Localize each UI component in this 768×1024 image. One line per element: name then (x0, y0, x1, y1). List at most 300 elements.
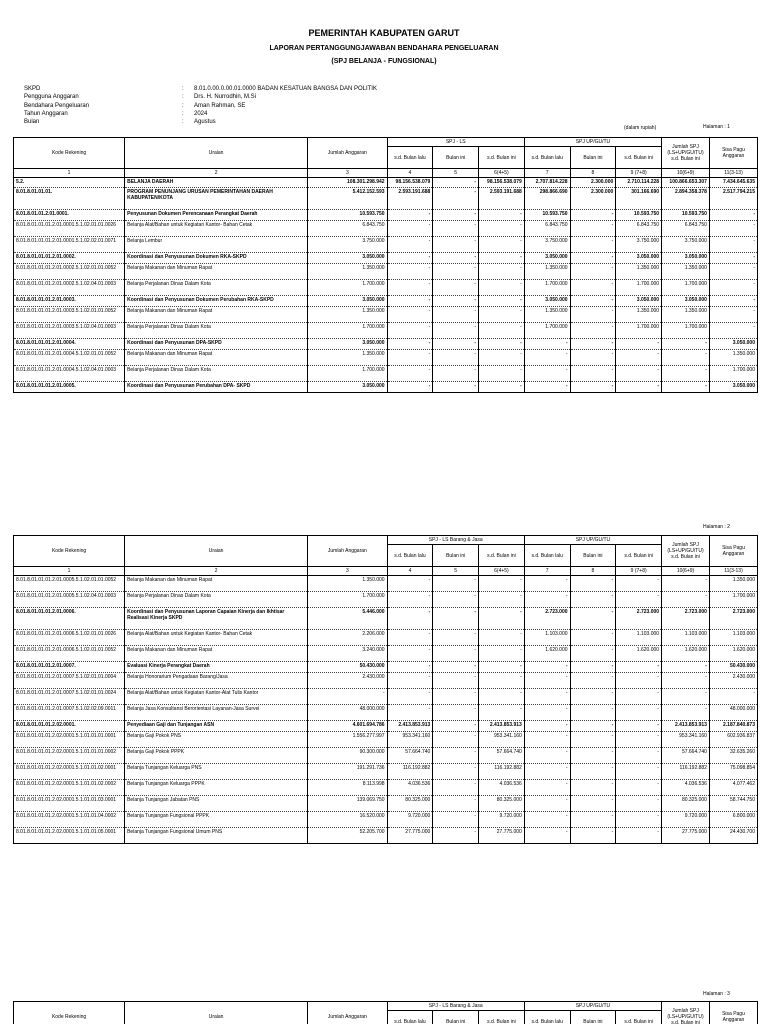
table-row (14, 608, 758, 630)
cell-amount: 98.156.538.079 (387, 178, 433, 188)
cell-uraian: Belanja Gaji Pokok PPPK (125, 748, 308, 764)
cell-amount: - (709, 280, 757, 296)
cell-amount: - (709, 253, 757, 264)
cell-amount: - (433, 705, 479, 721)
cell-amount: 2.723.000 (662, 608, 710, 630)
cell-amount: - (387, 237, 433, 253)
column-number: 2 (125, 169, 308, 178)
table-row (14, 296, 758, 307)
cell-kode: 8.01.8.01.01.01.2.01.0004.5.1.02.01.01.0052 (14, 350, 125, 366)
cell-amount: 4.077.462 (709, 780, 757, 796)
cell-amount: - (433, 673, 479, 689)
meta-tahun (24, 111, 377, 119)
cell-uraian: BELANJA DAERAH (125, 178, 308, 188)
cell-amount: - (524, 732, 570, 748)
cell-amount: 1.700.000 (308, 280, 388, 296)
meta-colon: : (182, 94, 184, 101)
column-number: 9 (7+8) (616, 567, 662, 576)
report-subtitle: LAPORAN PERTANGGUNGJAWABAN BENDAHARA PENGELUARAN (269, 45, 499, 52)
cell-amount: 116.192.882 (479, 764, 525, 780)
cell-amount: - (616, 592, 662, 608)
column-number: 3 (308, 169, 388, 178)
page-number: Halaman : 3 (703, 991, 730, 997)
meta-bendahara (24, 103, 377, 111)
cell-amount: 80.325.000 (479, 796, 525, 812)
cell-kode: 8.01.8.01.01.01.2.01.0003.5.1.02.01.01.0052 (14, 307, 125, 323)
cell-amount: - (479, 662, 525, 673)
column-number: 7 (524, 169, 570, 178)
unit-note: (dalam rupiah) (624, 125, 657, 131)
cell-kode: 8.01.8.01.01.01.2.01.0007.5.1.02.01.01.0024 (14, 689, 125, 705)
cell-amount: - (433, 253, 479, 264)
cell-amount: 2.593.191.688 (387, 188, 433, 210)
cell-amount: 27.775.000 (662, 828, 710, 844)
table-row (14, 673, 758, 689)
cell-amount: 3.050.000 (709, 382, 757, 393)
cell-amount: - (662, 576, 710, 592)
cell-kode: 8.01.8.01.01.01.2.01.0005.5.1.02.04.01.0003 (14, 592, 125, 608)
cell-kode: 8.01.8.01.01.01.2.01.0006. (14, 608, 125, 630)
column-number: 6(4+5) (479, 567, 525, 576)
cell-amount: - (709, 221, 757, 237)
cell-amount: 1.700.000 (524, 323, 570, 339)
cell-kode: 8.01.8.01.01.01.2.01.0007. (14, 662, 125, 673)
cell-uraian: Belanja Tunjangan Fungsional PPPK (125, 812, 308, 828)
col-sd-bulan-ini: s.d. Bulan ini (479, 147, 525, 169)
spj-table-page-1 (13, 137, 758, 393)
cell-amount: - (524, 576, 570, 592)
cell-amount: - (570, 673, 616, 689)
cell-amount: - (709, 264, 757, 280)
cell-amount: - (479, 366, 525, 382)
cell-uraian: Penyediaan Gaji dan Tunjangan ASN (125, 721, 308, 732)
cell-kode: 8.01.8.01.01.01.2.02.0001.5.1.01.01.01.0001 (14, 732, 125, 748)
column-number: 1 (14, 567, 125, 576)
column-number: 3 (308, 567, 388, 576)
cell-kode: 8.01.8.01.01.01.2.02.0001. (14, 721, 125, 732)
cell-kode: 8.01.8.01.01.01.2.01.0006.5.1.02.01.01.0026 (14, 630, 125, 646)
cell-amount: 1.350.000 (709, 576, 757, 592)
cell-amount: - (570, 307, 616, 323)
cell-amount: 1.103.000 (616, 630, 662, 646)
table-body (14, 178, 758, 393)
column-number-row (14, 567, 758, 576)
cell-amount: 2.723.000 (524, 608, 570, 630)
cell-uraian: PROGRAM PENUNJANG URUSAN PEMERINTAHAN DAERAH KABUPATEN/KOTA (125, 188, 308, 210)
cell-amount: - (570, 764, 616, 780)
cell-amount: 3.240.000 (308, 646, 388, 662)
col-jumlah-anggaran: Jumlah Anggaran (308, 536, 388, 567)
cell-amount: - (570, 689, 616, 705)
cell-uraian: Belanja Tunjangan Jabatan PNS (125, 796, 308, 812)
table-row (14, 828, 758, 844)
column-number: 10(6+9) (662, 169, 710, 178)
cell-amount: 3.050.000 (308, 296, 388, 307)
cell-amount: 57.664.740 (479, 748, 525, 764)
table-row (14, 323, 758, 339)
cell-amount: - (387, 264, 433, 280)
cell-amount: - (387, 280, 433, 296)
cell-amount: 2.300.000 (570, 188, 616, 210)
cell-amount: 2.430.000 (709, 673, 757, 689)
cell-kode: 8.01.8.01.01.01.2.01.0001.5.1.02.02.01.0071 (14, 237, 125, 253)
cell-amount: - (709, 237, 757, 253)
cell-kode: 8.01.8.01.01.01.2.01.0003.5.1.02.04.01.0003 (14, 323, 125, 339)
cell-amount: 1.350.000 (662, 264, 710, 280)
cell-amount: 3.050.000 (616, 253, 662, 264)
cell-amount: 3.050.000 (709, 339, 757, 350)
col-sd-bulan-ini: s.d. Bulan ini (616, 545, 662, 567)
cell-amount: - (570, 796, 616, 812)
column-number: 5 (433, 169, 479, 178)
cell-amount: 1.350.000 (308, 576, 388, 592)
cell-amount: - (479, 576, 525, 592)
table-row (14, 662, 758, 673)
cell-amount: 3.050.000 (308, 339, 388, 350)
cell-amount: 9.720.000 (479, 812, 525, 828)
cell-amount: 116.192.882 (662, 764, 710, 780)
cell-amount: - (662, 705, 710, 721)
col-sd-bulan-ini: s.d. Bulan ini (479, 1011, 525, 1024)
cell-amount: - (479, 382, 525, 393)
cell-amount: - (570, 264, 616, 280)
cell-amount: 1.700.000 (308, 366, 388, 382)
table-row (14, 646, 758, 662)
cell-amount: 48.000.000 (308, 705, 388, 721)
cell-amount: 80.325.000 (662, 796, 710, 812)
cell-amount: - (387, 662, 433, 673)
cell-amount: 8.113.998 (308, 780, 388, 796)
cell-amount: 1.350.000 (662, 307, 710, 323)
meta-colon: : (182, 119, 184, 126)
cell-amount: - (433, 576, 479, 592)
table-row (14, 796, 758, 812)
cell-amount: 50.430.000 (308, 662, 388, 673)
cell-amount: - (524, 366, 570, 382)
cell-amount: - (433, 689, 479, 705)
cell-amount: - (616, 721, 662, 732)
col-sd-bulan-lalu: s.d. Bulan lalu (387, 545, 433, 567)
column-number: 9 (7+8) (616, 169, 662, 178)
meta-label: Bulan (24, 119, 40, 126)
col-jumlah-spj: Jumlah SPJ (LS+UP/GU/TU) s.d. Bulan ini (662, 138, 710, 169)
cell-amount: 1.620.000 (616, 646, 662, 662)
col-sd-bulan-lalu: s.d. Bulan lalu (524, 1011, 570, 1024)
col-uraian: Uraian (125, 138, 308, 169)
cell-amount: 27.775.000 (479, 828, 525, 844)
cell-amount: 2.413.853.913 (387, 721, 433, 732)
cell-amount: - (616, 339, 662, 350)
cell-kode: 8.01.8.01.01.01.2.01.0004.5.1.02.04.01.0003 (14, 366, 125, 382)
cell-amount: - (616, 689, 662, 705)
cell-uraian: Belanja Lembur (125, 237, 308, 253)
meta-value: Agustus (194, 119, 216, 126)
cell-amount: - (570, 592, 616, 608)
cell-amount: - (433, 280, 479, 296)
table-row (14, 350, 758, 366)
cell-amount: - (433, 323, 479, 339)
meta-value: 8.01.0.00.0.00.01.0000 BADAN KESATUAN BANGSA DAN POLITIK (194, 86, 377, 92)
cell-amount: 2.517.794.215 (709, 188, 757, 210)
cell-amount: - (616, 748, 662, 764)
cell-uraian: Belanja Tunjangan Keluarga PNS (125, 764, 308, 780)
cell-amount: - (662, 662, 710, 673)
table-row (14, 237, 758, 253)
cell-uraian: Belanja Perjalanan Dinas Dalam Kota (125, 366, 308, 382)
cell-amount: - (570, 828, 616, 844)
col-group-spj-up: SPJ UP/GU/TU (524, 138, 661, 147)
page-number: Halaman : 1 (703, 124, 730, 130)
cell-amount: 116.192.882 (387, 764, 433, 780)
col-kode-rekening: Kode Rekening (14, 138, 125, 169)
table-row (14, 630, 758, 646)
cell-amount: - (570, 576, 616, 592)
cell-amount: - (570, 721, 616, 732)
cell-amount: - (479, 210, 525, 221)
cell-amount: 3.050.000 (308, 253, 388, 264)
meta-value: 2024 (194, 110, 208, 117)
cell-amount: 1.700.000 (308, 323, 388, 339)
cell-amount: 1.103.000 (662, 630, 710, 646)
cell-amount: 7.434.645.635 (709, 178, 757, 188)
cell-amount: - (433, 748, 479, 764)
cell-amount: - (433, 662, 479, 673)
cell-amount: - (479, 323, 525, 339)
cell-amount: - (570, 339, 616, 350)
cell-amount: - (433, 646, 479, 662)
cell-amount: 139.069.750 (308, 796, 388, 812)
cell-amount: 1.350.000 (616, 264, 662, 280)
cell-kode: 8.01.8.01.01.01.2.01.0002.5.1.02.04.01.0003 (14, 280, 125, 296)
col-sd-bulan-lalu: s.d. Bulan lalu (524, 545, 570, 567)
cell-kode: 8.01.8.01.01.01.2.02.0001.5.1.01.01.05.0001 (14, 828, 125, 844)
cell-amount: - (387, 210, 433, 221)
cell-amount: - (662, 366, 710, 382)
meta-label: SKPD (24, 86, 41, 92)
cell-amount: - (479, 592, 525, 608)
table-row (14, 307, 758, 323)
col-group-spj-ls: SPJ - LS Barang & Jasa (387, 536, 524, 545)
cell-amount: - (524, 662, 570, 673)
table-row (14, 382, 758, 393)
cell-amount: - (524, 350, 570, 366)
cell-amount: - (570, 646, 616, 662)
cell-amount: - (524, 339, 570, 350)
cell-amount: - (433, 630, 479, 646)
cell-amount: - (570, 748, 616, 764)
cell-kode: 8.01.8.01.01.01.2.02.0001.5.1.01.01.02.0002 (14, 780, 125, 796)
cell-amount: - (387, 366, 433, 382)
cell-amount: - (387, 382, 433, 393)
cell-amount: 3.050.000 (524, 253, 570, 264)
col-bulan-ini: Bulan ini (433, 545, 479, 567)
cell-amount: - (479, 350, 525, 366)
cell-kode: 8.01.8.01.01.2.01.0001. (14, 210, 125, 221)
cell-amount: - (616, 780, 662, 796)
cell-kode: 8.01.8.01.01.01.2.01.0007.5.1.02.01.01.0004 (14, 673, 125, 689)
report-title: PEMERINTAH KABUPATEN GARUT (308, 28, 460, 38)
cell-amount: - (616, 764, 662, 780)
column-number: 2 (125, 567, 308, 576)
cell-amount: 3.750.000 (308, 237, 388, 253)
cell-amount: - (387, 705, 433, 721)
cell-amount: 10.593.750 (524, 210, 570, 221)
cell-uraian: Belanja Alat/Bahan untuk Kegiatan Kantor- Bahan Cetak (125, 630, 308, 646)
cell-amount: 57.664.740 (387, 748, 433, 764)
cell-amount: - (570, 323, 616, 339)
cell-amount: - (387, 339, 433, 350)
cell-uraian: Belanja Perjalanan Dinas Dalam Kota (125, 280, 308, 296)
cell-amount: 298.866.690 (524, 188, 570, 210)
table-row (14, 689, 758, 705)
col-bulan-ini: Bulan ini (433, 147, 479, 169)
cell-amount: 1.700.000 (709, 592, 757, 608)
cell-amount: - (662, 592, 710, 608)
cell-kode: 8.01.8.01.01.01. (14, 188, 125, 210)
cell-amount: - (570, 221, 616, 237)
cell-amount: 10.593.750 (662, 210, 710, 221)
col-sd-bulan-lalu: s.d. Bulan lalu (387, 147, 433, 169)
cell-amount: 1.350.000 (308, 264, 388, 280)
cell-amount: 2.723.000 (616, 608, 662, 630)
cell-amount: 2.894.358.378 (662, 188, 710, 210)
cell-uraian: Belanja Jasa Konsultansi Berorientasi Layanan-Jasa Survei (125, 705, 308, 721)
column-number: 6(4+5) (479, 169, 525, 178)
cell-amount: - (479, 646, 525, 662)
table-row (14, 748, 758, 764)
cell-amount: - (616, 732, 662, 748)
cell-amount: 1.350.000 (709, 350, 757, 366)
cell-amount: 57.664.740 (662, 748, 710, 764)
cell-amount: - (433, 608, 479, 630)
cell-amount: - (387, 592, 433, 608)
cell-amount: 2.723.000 (709, 608, 757, 630)
table-row (14, 764, 758, 780)
cell-amount: 1.700.000 (616, 323, 662, 339)
cell-amount: - (387, 350, 433, 366)
cell-kode: 8.01.8.01.01.01.2.02.0001.5.1.01.01.02.0001 (14, 764, 125, 780)
cell-amount: 48.000.000 (709, 705, 757, 721)
cell-uraian: Belanja Gaji Pokok PNS (125, 732, 308, 748)
cell-amount: - (524, 812, 570, 828)
cell-amount: - (662, 382, 710, 393)
cell-amount: 1.620.000 (524, 646, 570, 662)
cell-amount: - (433, 721, 479, 732)
cell-amount: - (570, 296, 616, 307)
cell-amount: - (616, 705, 662, 721)
cell-amount: - (616, 366, 662, 382)
column-number: 8 (570, 169, 616, 178)
cell-amount: - (433, 828, 479, 844)
meta-colon: : (182, 110, 184, 117)
cell-amount: - (570, 732, 616, 748)
cell-amount: - (709, 323, 757, 339)
cell-amount: 602.936.837 (709, 732, 757, 748)
cell-amount: - (387, 689, 433, 705)
cell-amount: - (524, 764, 570, 780)
column-number: 11(3-13) (709, 567, 757, 576)
table-row (14, 592, 758, 608)
cell-amount: - (524, 382, 570, 393)
cell-kode: 8.01.8.01.01.01.2.01.0005.5.1.02.01.01.0052 (14, 576, 125, 592)
column-number: 10(6+9) (662, 567, 710, 576)
cell-uraian: Belanja Makanan dan Minuman Rapat (125, 307, 308, 323)
cell-amount: 1.700.000 (662, 280, 710, 296)
col-group-spj-up: SPJ UP/GU/TU (524, 536, 661, 545)
cell-amount: - (433, 764, 479, 780)
table-row (14, 366, 758, 382)
cell-amount: 6.843.750 (616, 221, 662, 237)
cell-uraian: Koordinasi dan Penyusunan DPA-SKPD (125, 339, 308, 350)
cell-amount: - (616, 673, 662, 689)
cell-amount: 2.710.114.228 (616, 178, 662, 188)
column-number: 1 (14, 169, 125, 178)
cell-amount: 2.187.840.873 (709, 721, 757, 732)
cell-amount: - (570, 253, 616, 264)
cell-amount: - (433, 382, 479, 393)
cell-amount: 6.843.750 (662, 221, 710, 237)
cell-uraian: Belanja Perjalanan Dinas Dalam Kota (125, 592, 308, 608)
cell-amount: - (479, 673, 525, 689)
cell-amount: 2.413.853.913 (479, 721, 525, 732)
col-jumlah-anggaran: Jumlah Anggaran (308, 1002, 388, 1024)
cell-amount: 1.350.000 (524, 307, 570, 323)
table-row (14, 339, 758, 350)
cell-kode: 8.01.8.01.01.01.2.01.0007.5.1.02.02.09.0011 (14, 705, 125, 721)
cell-amount: - (570, 280, 616, 296)
cell-amount: - (524, 748, 570, 764)
meta-value: Aman Rahman, SE (194, 102, 246, 109)
cell-amount: 1.620.000 (662, 646, 710, 662)
col-bulan-ini: Bulan ini (570, 147, 616, 169)
cell-amount: - (662, 339, 710, 350)
cell-amount: - (433, 210, 479, 221)
col-uraian: Uraian (125, 1002, 308, 1024)
cell-amount: 3.050.000 (524, 296, 570, 307)
cell-amount: 2.707.814.228 (524, 178, 570, 188)
cell-amount: - (524, 592, 570, 608)
col-group-spj-ls: SPJ - LS Barang & Jasa (387, 1002, 524, 1011)
cell-amount: 4.601.694.786 (308, 721, 388, 732)
cell-amount: - (479, 264, 525, 280)
col-group-spj-up: SPJ UP/GU/TU (524, 1002, 661, 1011)
column-number: 7 (524, 567, 570, 576)
cell-amount: 5.446.000 (308, 608, 388, 630)
cell-amount: 301.166.690 (616, 188, 662, 210)
cell-amount: - (616, 350, 662, 366)
cell-kode: 8.01.8.01.01.01.2.02.0001.5.1.01.01.04.0002 (14, 812, 125, 828)
col-jumlah-spj: Jumlah SPJ (LS+UP/GU/TU) s.d. Bulan ini (662, 536, 710, 567)
cell-amount: - (433, 796, 479, 812)
meta-pengguna (24, 94, 377, 102)
cell-amount: 9.720.000 (662, 812, 710, 828)
table-row (14, 705, 758, 721)
cell-amount: 4.036.536 (387, 780, 433, 796)
cell-amount: - (479, 253, 525, 264)
table-row (14, 210, 758, 221)
meta-label: Tahun Anggaran (24, 110, 68, 117)
cell-amount: - (709, 296, 757, 307)
column-number: 5 (433, 567, 479, 576)
column-number: 4 (387, 567, 433, 576)
cell-kode: 8.01.8.01.01.01.2.01.0002. (14, 253, 125, 264)
table-row (14, 812, 758, 828)
table-body (14, 576, 758, 844)
table-row (14, 732, 758, 748)
cell-uraian: Belanja Tunjangan Fungsional Umum PNS (125, 828, 308, 844)
cell-amount: 1.700.000 (524, 280, 570, 296)
cell-amount: - (479, 630, 525, 646)
